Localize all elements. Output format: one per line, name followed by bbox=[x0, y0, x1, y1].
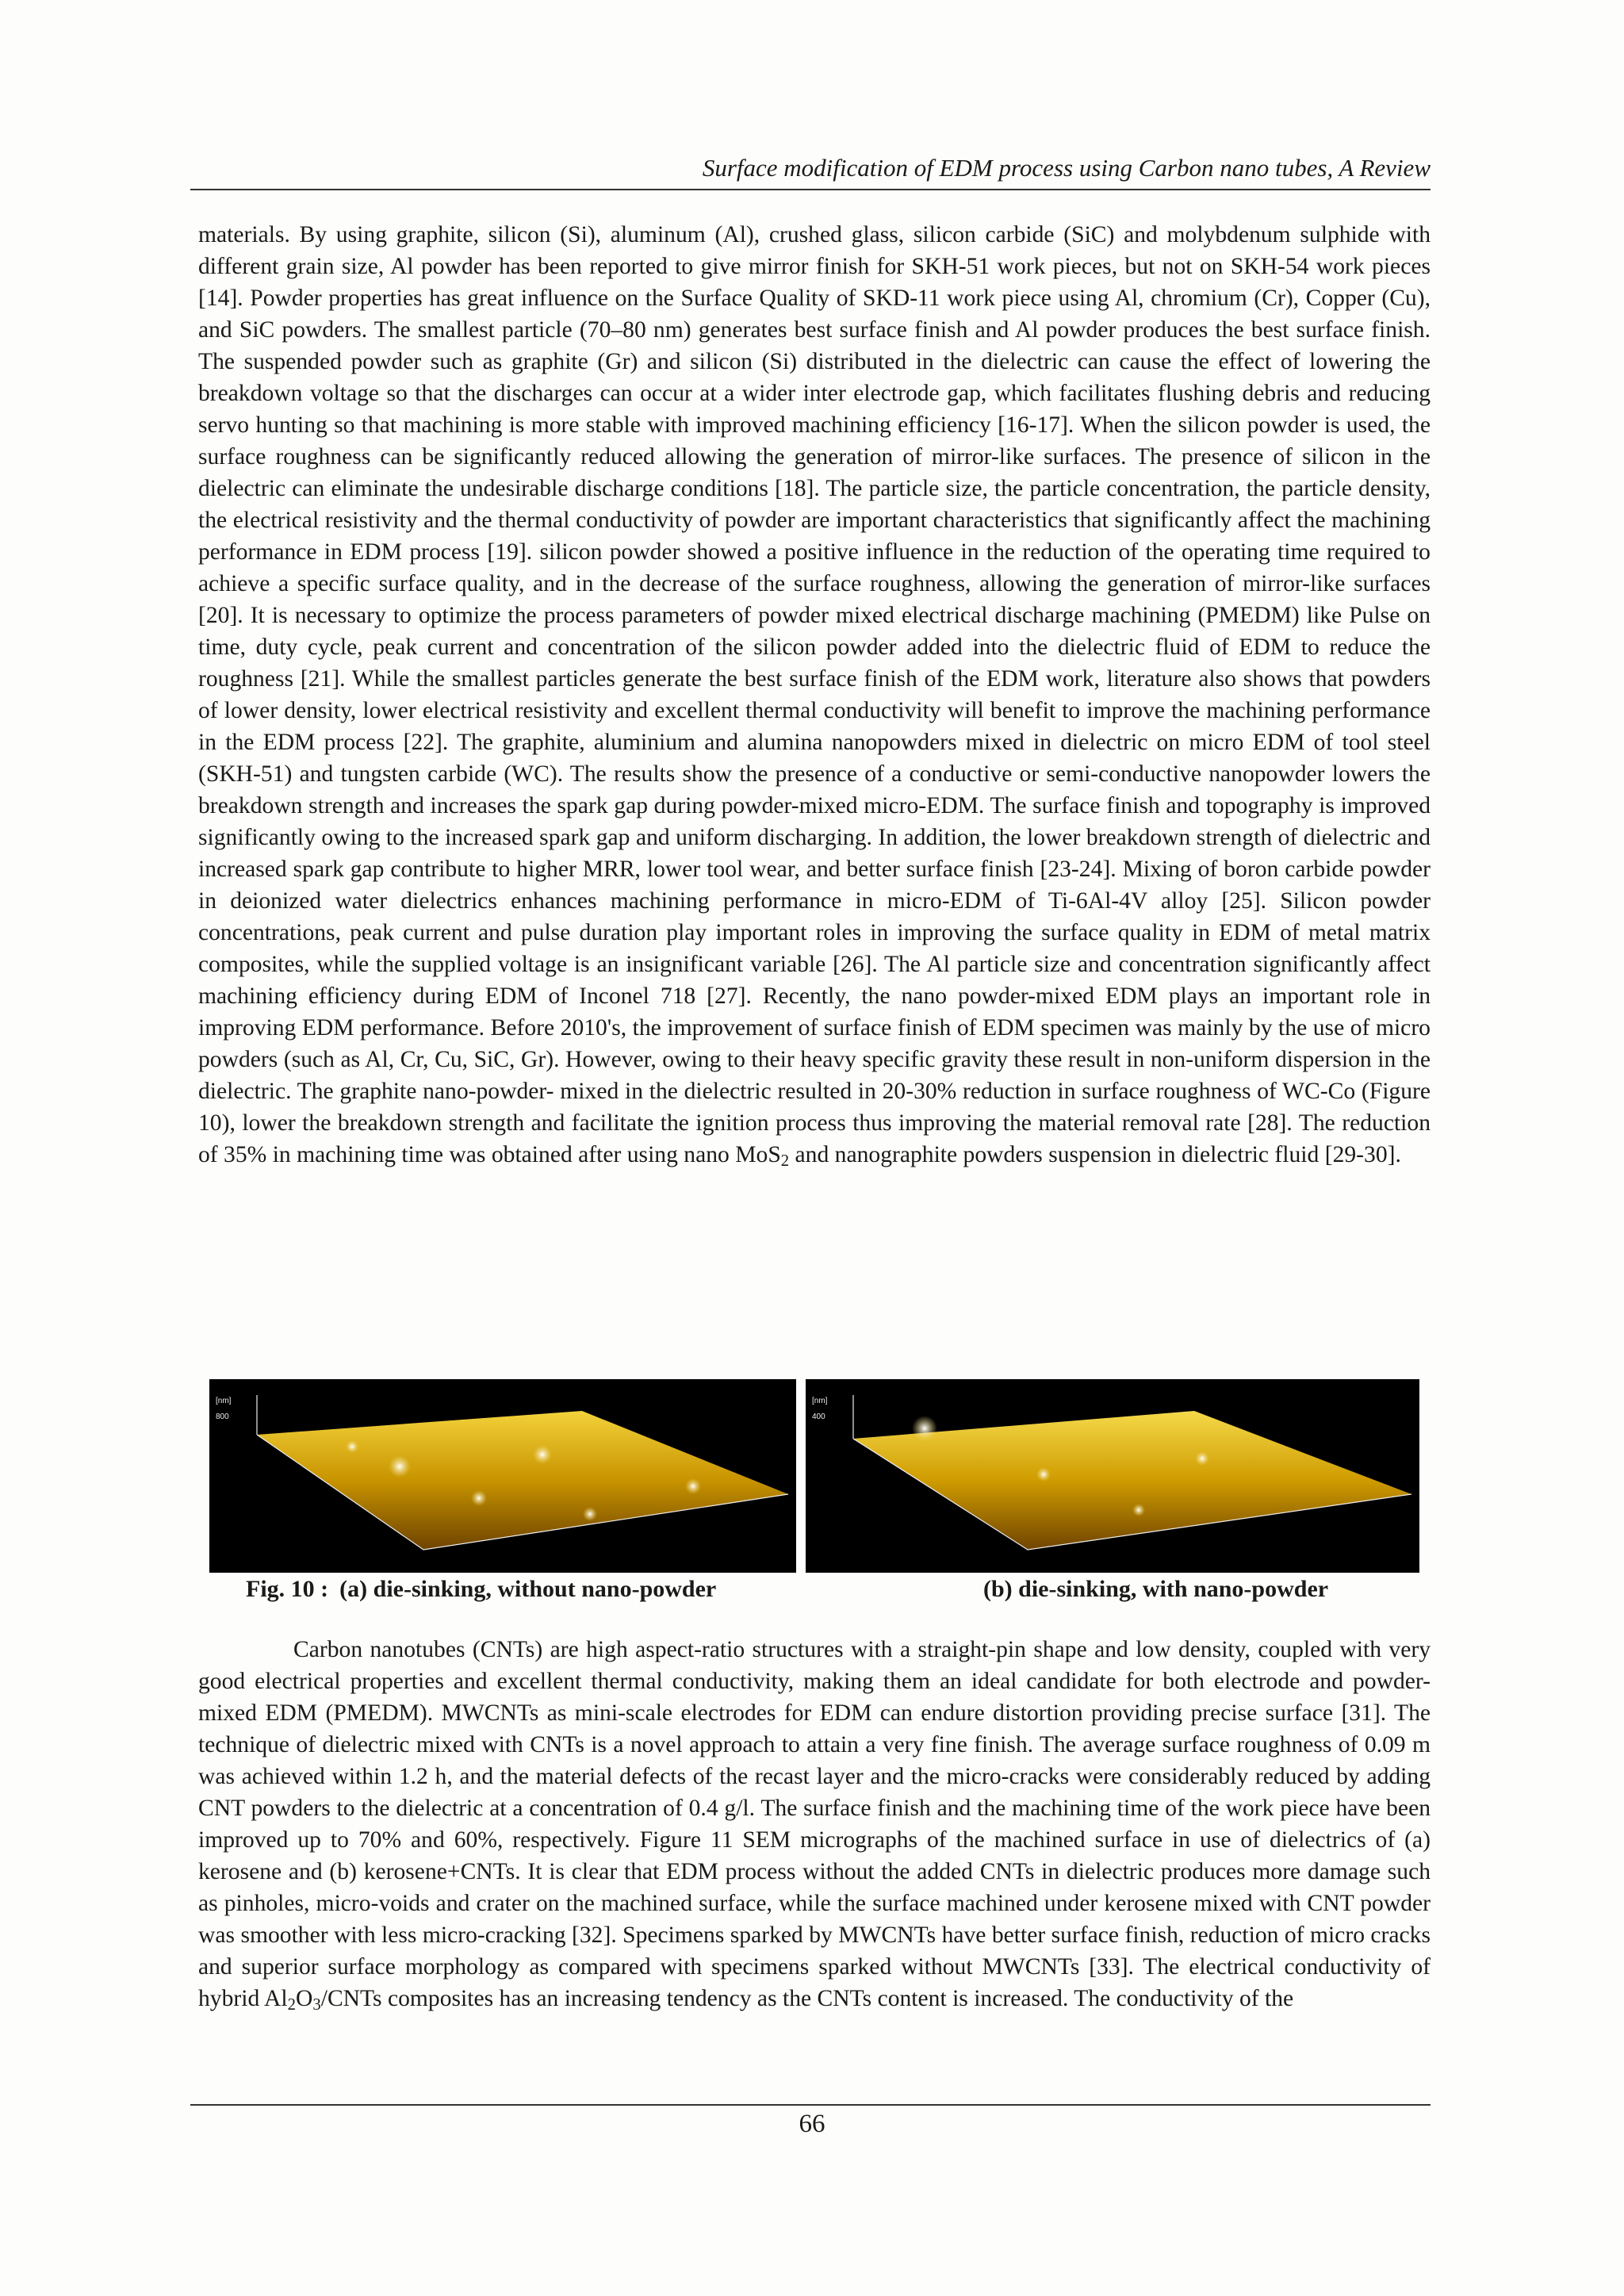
z-tick-label: 800 bbox=[216, 1412, 229, 1421]
z-tick-label: 400 bbox=[812, 1412, 825, 1421]
text-line: materials. By using graphite, silicon (Si), aluminum (Al), crushed glass, silicon carbide (SiC) and molybdenum bbox=[198, 222, 1291, 247]
text-line: The graphite, aluminium and alumina nanopowders mixed in dielectric on micro EDM of tool steel (SKH-51) bbox=[198, 730, 1431, 787]
z-unit-label: [nm] bbox=[812, 1397, 828, 1405]
text-segment: reduction of 35% in machining time was obtained after using nano MoS bbox=[198, 1110, 1431, 1167]
text-line: current and pulse duration play important roles in improving the surface quality in EDM of metal matrix bbox=[403, 920, 1431, 945]
text-line: enhances machining performance in micro-EDM of Ti-6Al-4V alloy [25]. Silicon powder concentrations, peak bbox=[198, 888, 1431, 945]
text-line: finish and topography is improved significantly owing to the increased spark gap and uniform discharging. In bbox=[198, 793, 1431, 850]
text-line: specific surface quality, and in the decrease of the surface roughness, allowing the generation of mirror-like bbox=[297, 571, 1346, 596]
text-line: servo hunting so that machining is more stable with improved machining efficiency [16-17]. When the silicon bbox=[198, 412, 1241, 438]
text-line: but not on SKH-54 work pieces [14]. Powder properties has great influence on the Surface Quality of SKD-11 bbox=[198, 254, 1431, 311]
text-line: EDM plays an important role in improving EDM performance. Before 2010's, the improvement of surface finish bbox=[198, 983, 1431, 1041]
afm-3d-plot-b bbox=[806, 1379, 1419, 1573]
text-line: generates best surface finish and Al powder produces the best surface finish. The suspended powder such as bbox=[198, 317, 1431, 374]
text-line: and tungsten carbide (WC). The results show the presence of a conductive or semi-conductive nanopowder bbox=[299, 761, 1325, 787]
text-line: [19]. silicon powder showed a positive influence in the reduction of the operating time required to achieve a bbox=[198, 539, 1431, 596]
text-line: Specimens sparked by MWCNTs have better surface finish, reduction of micro cracks and superior surface bbox=[198, 1922, 1431, 1980]
text-line: tool wear, and better surface finish [23-24]. Mixing of boron carbide powder in deionized water dielectrics bbox=[198, 857, 1431, 914]
subscript: 2 bbox=[780, 1152, 790, 1171]
footer-rule bbox=[190, 2104, 1431, 2106]
text-line: their heavy specific gravity these result in non-uniform dispersion in the dielectric. The graphite nano-powder- bbox=[198, 1047, 1431, 1104]
text-line: mixed in the dielectric resulted in 20-30% reduction in surface roughness of WC-Co (Figure 10), lower the bbox=[198, 1079, 1431, 1136]
text-line: defects of the recast layer and the micro-cracks were considerably reduced by adding CNT powders to the bbox=[198, 1764, 1431, 1821]
caption-a-text: (a) die-sinking, without nano-powder bbox=[339, 1576, 717, 1602]
body-paragraph-1 bbox=[198, 219, 1431, 1171]
text-segment: /CNTs composites has an increasing tendency as the CNTs content is increased. The conductivity of the bbox=[320, 1986, 1294, 2011]
text-line: and excellent thermal conductivity will benefit to improve the machining performance in the EDM process [22]. bbox=[198, 698, 1431, 755]
subscript: 3 bbox=[312, 1996, 321, 2014]
text-line: Carbon nanotubes (CNTs) are high aspect-ratio structures with a straight-pin shape and low density, bbox=[293, 1637, 1251, 1662]
text-line: morphology as compared with specimens sparked without MWCNTs [33]. The electrical conductivity of hybrid bbox=[198, 1954, 1431, 2011]
text-line: surfaces [20]. It is necessary to optimize the process parameters of powder mixed electrical discharge bbox=[198, 571, 1431, 628]
afm-surface-image-b bbox=[806, 1379, 1419, 1573]
text-line: of powder are important characteristics that significantly affect the machining performance in EDM process bbox=[198, 508, 1431, 565]
text-line: composites, while the supplied voltage is an insignificant variable [26]. The Al particle size and concentration bbox=[198, 952, 1247, 977]
figure-10 bbox=[209, 1379, 1419, 1573]
subscript: 2 bbox=[287, 1996, 296, 2014]
text-line: for both electrode and powder-mixed EDM (PMEDM). MWCNTs as mini-scale electrodes for EDM can endure bbox=[198, 1669, 1431, 1726]
text-line: surfaces. The presence of silicon in the dielectric can eliminate the undesirable discharge conditions [18]. The bbox=[198, 444, 1431, 501]
text-line: significantly affect machining efficiency during EDM of Inconel 718 [27]. Recently, the nano powder-mixed bbox=[198, 952, 1431, 1009]
figure-caption-b: (b) die-sinking, with nano-powder bbox=[983, 1576, 1329, 1602]
header-rule bbox=[190, 189, 1431, 190]
text-line: dielectric at a concentration of 0.4 g/l. The surface finish and the machining time of the work piece have been bbox=[396, 1796, 1431, 1821]
body-paragraph-2 bbox=[198, 1634, 1431, 2014]
text-line: powder is used, the surface roughness can be significantly reduced allowing the generation of mirror-like bbox=[198, 412, 1431, 470]
figure-label: Fig. 10 : bbox=[246, 1576, 329, 1602]
text-line: in dielectric fluid [29-30]. bbox=[1157, 1142, 1401, 1167]
text-line-with-subscript bbox=[264, 1986, 1294, 2014]
text-line: distortion providing precise surface [31]. The technique of dielectric mixed with CNTs is a novel approach to bbox=[198, 1700, 1431, 1757]
text-line: improved up to 70% and 60%, respectively. Figure 11 SEM micrographs of the machined surface in use of bbox=[198, 1827, 1261, 1853]
afm-surface-image-a bbox=[209, 1379, 796, 1573]
text-segment: O bbox=[295, 1986, 313, 2011]
text-line: work piece using Al, chromium (Cr), Copper (Cu), and SiC powders. The smallest particle (70–80 nm) bbox=[198, 286, 1431, 343]
text-line: dielectric produces more damage such as pinholes, micro-voids and crater on the machined surface, while the bbox=[198, 1859, 1431, 1916]
text-line: machining (PMEDM) like Pulse on time, duty cycle, peak current and concentration of the silicon powder added bbox=[198, 603, 1431, 660]
text-line: coupled with very good electrical properties and excellent thermal conductivity, making them an ideal candidate bbox=[198, 1637, 1431, 1694]
text-line: attain a very fine finish. The average surface roughness of 0.09 m was achieved within 1.2 h, and the material bbox=[198, 1732, 1431, 1789]
text-line: addition, the lower breakdown strength of dielectric and increased spark gap contribute to higher MRR, lower bbox=[198, 825, 1431, 882]
text-segment: and nanographite powders suspension bbox=[789, 1142, 1152, 1167]
text-line: into the dielectric fluid of EDM to reduce the roughness [21]. While the smallest particles generate the best bbox=[198, 634, 1431, 692]
text-segment: Al bbox=[264, 1986, 288, 2011]
page-number: 66 bbox=[799, 2110, 825, 2138]
text-line: lowers the breakdown strength and increases the spark gap during powder-mixed micro-EDM. The surface bbox=[198, 761, 1431, 818]
text-line: graphite (Gr) and silicon (Si) distributed in the dielectric can cause the effect of lowering the breakdown voltage bbox=[198, 349, 1431, 406]
text-line: breakdown strength and facilitate the ignition process thus improving the material removal rate [28]. The bbox=[337, 1110, 1335, 1136]
text-line: surface finish of the EDM work, literature also shows that powders of lower density, lower electrical resistivity bbox=[198, 666, 1431, 723]
text-line: sulphide with different grain size, Al powder has been reported to give mirror finish for SKH-51 work pieces, bbox=[198, 222, 1431, 279]
figure-caption-a bbox=[246, 1575, 716, 1604]
z-unit-label: [nm] bbox=[216, 1397, 232, 1405]
running-header: Surface modification of EDM process using Carbon nano tubes, A Review bbox=[702, 154, 1431, 182]
text-line: surface machined under kerosene mixed with CNT powder was smoother with less micro-cracking [32]. bbox=[198, 1891, 1431, 1948]
afm-3d-plot-a bbox=[209, 1379, 796, 1573]
text-line: particle size, the particle concentration, the particle density, the electrical resistivity and the thermal conductivity bbox=[198, 476, 1431, 533]
text-line: so that the discharges can occur at a wider inter electrode gap, which facilitates flushing debris and reducing bbox=[386, 381, 1431, 406]
text-line: dielectrics of (a) kerosene and (b) kerosene+CNTs. It is clear that EDM process without the added CNTs in bbox=[198, 1827, 1431, 1884]
text-line: of EDM specimen was mainly by the use of micro powders (such as Al, Cr, Cu, SiC, Gr). However, owing to bbox=[198, 1015, 1431, 1072]
